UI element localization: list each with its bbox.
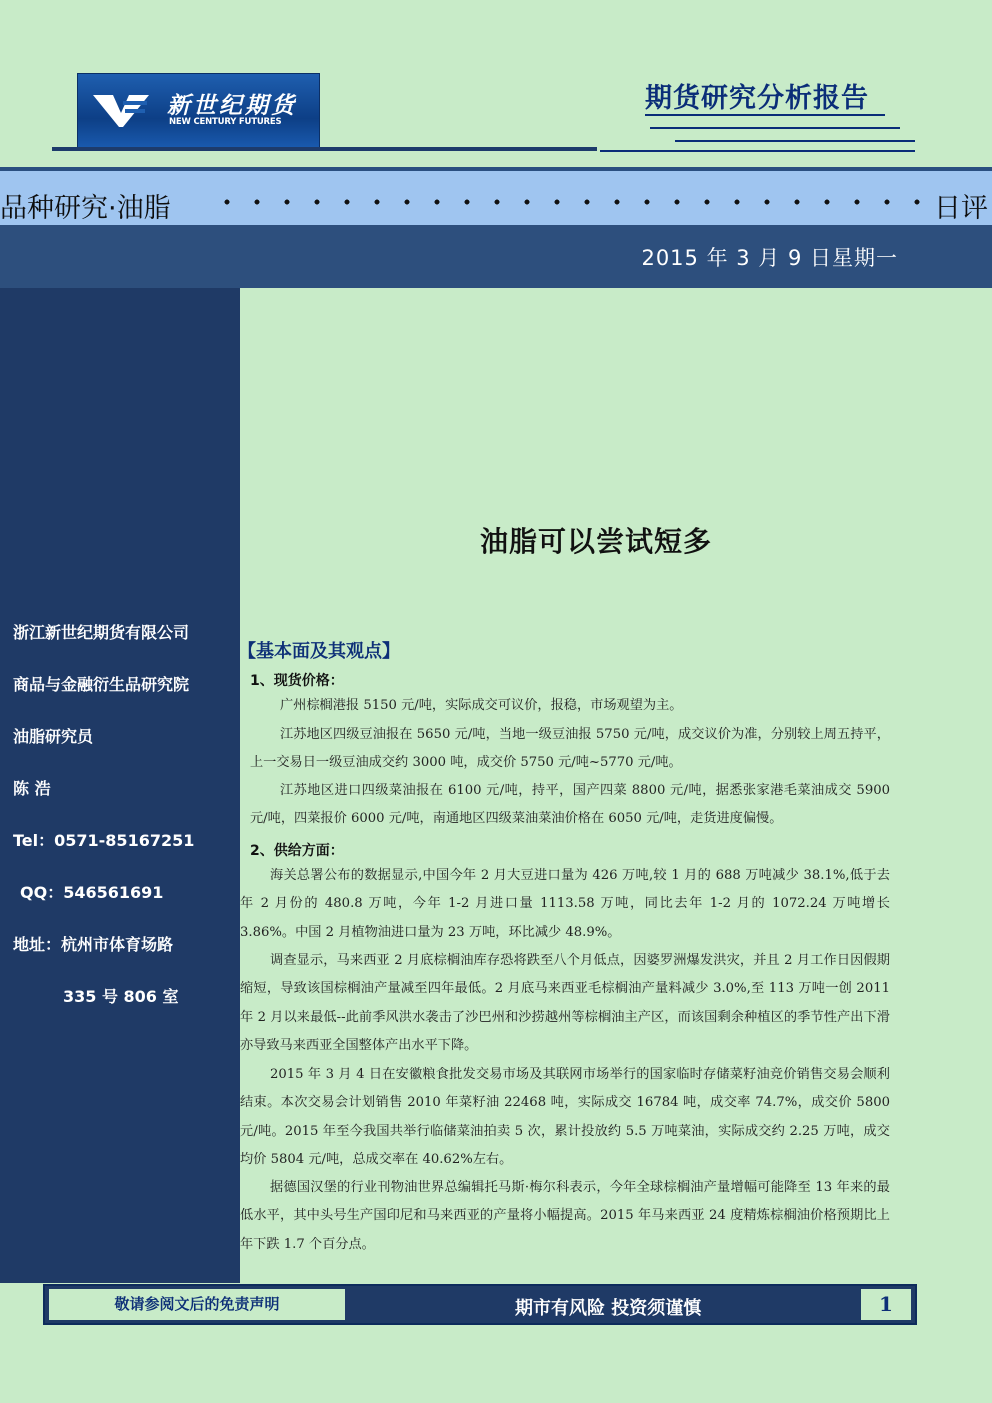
paragraph: 2015 年 3 月 4 日在安徽粮食批发交易市场及其联网市场举行的国家临时存储菜籽油竞价销售交易会顺利结束。本次交易会计划销售 2010 年菜籽油 22468 吨，实际成交 16784 吨，成交率 74.7%，成交价 5800 元/吨。2015 年至今我国共举行临储菜油拍卖 5 次，累计投放约 5.5 万吨菜油，实际成交约 2.25 万吨，成交均价 5804 元/吨，总成交率在 40.62%左右。 (240, 1067, 890, 1168)
section-title: 【基本面及其观点】 (238, 641, 400, 662)
paragraph: 调查显示，马来西亚 2 月底棕榈油库存恐将跌至八个月低点，因婆罗洲爆发洪灾，并且 2 月工作日因假期缩短，导致该国棕榈油产量减至四年最低。2 月底马来西亚毛棕榈油产量料减少 3.0%,至 113 万吨一创 2011 年 2 月以来最低--此前季风洪水袭击了沙巴州和沙捞越州等棕榈油主产区，而该国剩余种植区的季节性产出下滑亦导致马来西亚全国整体产出水平下降。 (240, 953, 890, 1054)
paragraph: 海关总署公布的数据显示,中国今年 2 月大豆进口量为 426 万吨,较 1 月的 688 万吨减少 38.1%,低于去年 2 月份的 480.8 万吨，今年 1-2 月进口量 1113.58 万吨，同比去年 1-2 月的 1072.24 万吨增长 3.86%。中国 2 月植物油进口量为 23 万吨，环比减少 48.9%。 (240, 868, 890, 940)
sidebar-address-line2: 335 号 806 室 (63, 987, 179, 1006)
disclaimer-notice: 敬请参阅文后的免责声明 (49, 1289, 345, 1320)
sidebar (0, 288, 240, 1283)
date-band (0, 225, 992, 288)
subheading-supply: 2、供给方面： (250, 843, 344, 859)
sidebar-company: 浙江新世纪期货有限公司 (13, 623, 190, 642)
paragraph: 江苏地区进口四级菜油报在 6100 元/吨，持平，国产四菜 8800 元/吨，据悉张家港毛菜油成交 5900 元/吨，四菜报价 6000 元/吨，南通地区四级菜油菜油价格在 6050 元/吨，走货进度偏慢。 (250, 783, 890, 827)
paragraph: 江苏地区四级豆油报在 5650 元/吨，当地一级豆油报 5750 元/吨，成交议价为准，分别较上周五持平，上一交易日一级豆油成交约 3000 吨，成交价 5750 元/吨~5770 元/吨。 (250, 727, 890, 771)
report-type-label: 日评 (934, 193, 988, 224)
category-band (0, 167, 992, 225)
title-underline (645, 114, 885, 116)
sidebar-role: 油脂研究员 (13, 727, 94, 746)
header-divider (52, 147, 597, 151)
logo-text-cn: 新世纪期货 (167, 92, 297, 119)
report-date: 2015 年 3 月 9 日星期一 (641, 246, 898, 270)
title-underline (600, 150, 915, 152)
footer-bar (43, 1284, 917, 1325)
category-label: 品种研究·油脂 (0, 193, 171, 224)
report-title: 期货研究分析报告 (645, 83, 869, 114)
title-underline (675, 140, 915, 142)
sidebar-qq: QQ：546561691 (20, 883, 164, 902)
title-underline (650, 127, 900, 129)
company-logo (77, 73, 320, 149)
risk-slogan: 期市有风险 投资须谨慎 (515, 1298, 702, 1319)
sidebar-institute: 商品与金融衍生品研究院 (13, 675, 190, 694)
logo-mark-icon (93, 91, 149, 131)
page-number: 1 (861, 1289, 911, 1320)
dot-leader (212, 185, 922, 215)
paragraph: 据德国汉堡的行业刊物油世界总编辑托马斯·梅尔科表示，今年全球棕榈油产量增幅可能降至 13 年来的最低水平，其中头号生产国印尼和马来西亚的产量将小幅提高。2015 年马来西亚 24 度精炼棕榈油价格预期比上年下跌 1.7 个百分点。 (240, 1180, 890, 1252)
sidebar-address: 地址：杭州市体育场路 (13, 935, 174, 954)
logo-text-en: NEW CENTURY FUTURES (169, 117, 282, 127)
sidebar-author: 陈 浩 (13, 779, 51, 798)
article-headline: 油脂可以尝试短多 (480, 525, 713, 558)
subheading-spot-price: 1、现货价格： (250, 673, 344, 689)
paragraph: 广州棕榈港报 5150 元/吨，实际成交可议价，报稳，市场观望为主。 (280, 698, 683, 713)
sidebar-tel: Tel：0571-85167251 (13, 831, 195, 850)
